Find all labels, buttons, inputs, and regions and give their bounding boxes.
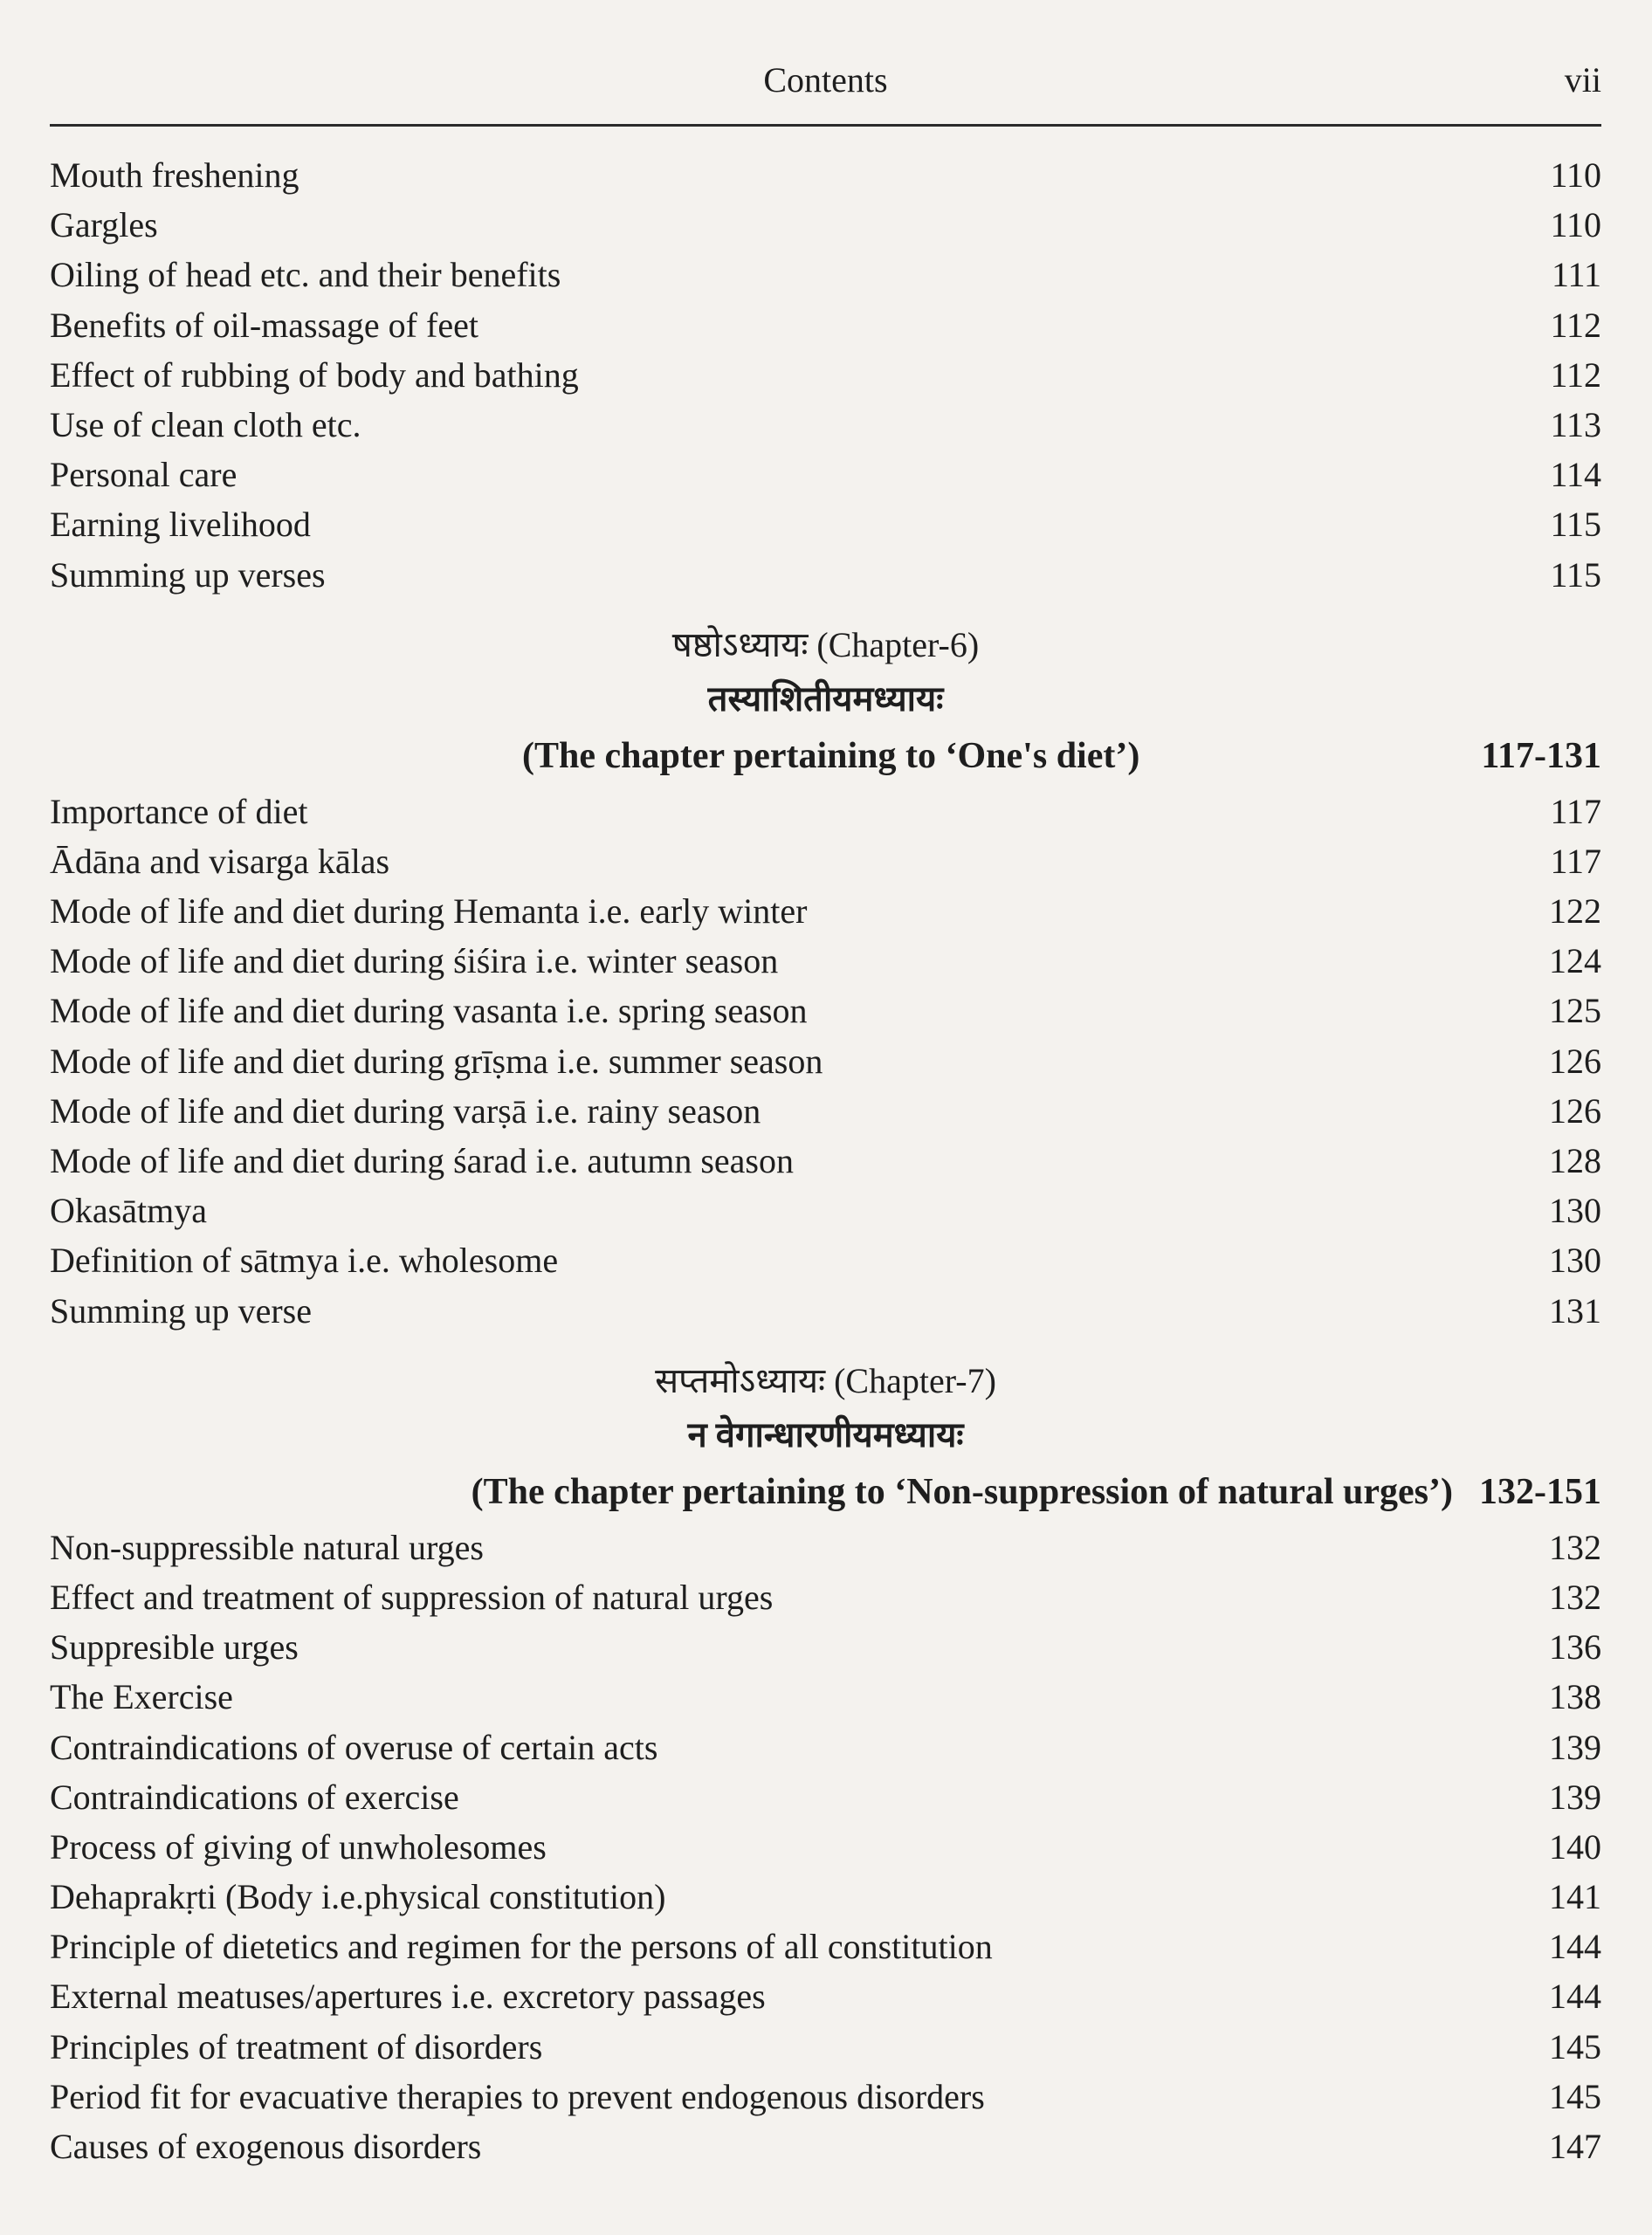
- toc-entry-page: 141: [1549, 1877, 1601, 1917]
- toc-entry: [50, 1971, 1601, 2021]
- chapter-6-heading: [50, 619, 1601, 785]
- toc-entry-title: Dehaprakṛti (Body i.e.physical constitution): [50, 1877, 666, 1917]
- toc-entry-page: 130: [1549, 1241, 1601, 1281]
- toc-entry: [50, 1572, 1601, 1622]
- toc-entry-page: 117: [1550, 841, 1601, 881]
- chapter-6-topic-line: [50, 727, 1601, 785]
- toc-entry: [50, 499, 1601, 549]
- toc-entry-title: Definition of sātmya i.e. wholesome: [50, 1241, 559, 1281]
- toc-entry-page: 144: [1549, 1927, 1601, 1967]
- chapter-7-sanskrit-title: न वेगान्धारणीयमध्यायः: [687, 1414, 964, 1454]
- toc-entry-page: 112: [1550, 354, 1601, 395]
- toc-entry-title: Contraindications of overuse of certain acts: [50, 1727, 658, 1767]
- toc-entry-title: Gargles: [50, 205, 158, 245]
- toc-entry-title: Okasātmya: [50, 1191, 207, 1231]
- toc-entry-title: Mode of life and diet during śiśira i.e. winter season: [50, 941, 779, 981]
- toc-entry: [50, 2022, 1601, 2072]
- toc-entry-page: 139: [1549, 1727, 1601, 1767]
- toc-entry-page: 128: [1549, 1141, 1601, 1180]
- toc-entry: [50, 1772, 1601, 1822]
- toc-entry-page: 115: [1550, 554, 1601, 595]
- toc-entry-page: 126: [1549, 1090, 1601, 1131]
- toc-entry-title: Use of clean cloth etc.: [50, 404, 361, 444]
- toc-entry-page: 115: [1550, 505, 1601, 545]
- toc-entry: [50, 150, 1601, 200]
- toc-entry: [50, 1872, 1601, 1922]
- toc-entry-page: 124: [1549, 941, 1601, 981]
- toc-entry-title: Period fit for evacuative therapies to prevent endogenous disorders: [50, 2076, 985, 2116]
- toc-entry-title: Mode of life and diet during śarad i.e. autumn season: [50, 1141, 794, 1180]
- toc-entry: [50, 886, 1601, 936]
- toc-entry: [50, 1235, 1601, 1285]
- toc-entry: [50, 936, 1601, 986]
- toc-entry-page: 144: [1549, 1977, 1601, 2017]
- toc-entry-title: Mode of life and diet during grīṣma i.e. summer season: [50, 1041, 823, 1081]
- chapter-6-range: 117-131: [1481, 735, 1601, 776]
- toc-entry-title: Causes of exogenous disorders: [50, 2127, 482, 2166]
- toc-entry: [50, 1523, 1601, 1572]
- toc-entry: [50, 2122, 1601, 2171]
- toc-entry-page: 138: [1549, 1677, 1601, 1717]
- header-page-number: vii: [1564, 60, 1601, 100]
- toc-entry-title: Earning livelihood: [50, 505, 311, 545]
- toc-entry: [50, 1723, 1601, 1772]
- toc-entry-title: Mode of life and diet during vasanta i.e. spring season: [50, 991, 808, 1031]
- chapter-6-sanskrit-title: तस्याशितीयमध्यायः: [707, 678, 944, 719]
- toc-entry: [50, 787, 1601, 836]
- toc-entry: [50, 200, 1601, 250]
- chapter-7-topic-line: [50, 1463, 1601, 1521]
- toc-entry-page: 140: [1549, 1826, 1601, 1867]
- chapter-7-number: सप्तमोऽध्यायः (Chapter-7): [655, 1360, 996, 1400]
- toc-entry-page: 130: [1549, 1191, 1601, 1231]
- toc-entry: [50, 1922, 1601, 1971]
- toc-entry-title: Mode of life and diet during Hemanta i.e. early winter: [50, 891, 808, 932]
- toc-entry-page: 110: [1550, 155, 1601, 195]
- header-title: Contents: [763, 60, 888, 100]
- toc-entry-title: Process of giving of unwholesomes: [50, 1826, 547, 1867]
- toc-entry-title: Suppresible urges: [50, 1627, 299, 1668]
- toc-entry: [50, 836, 1601, 886]
- toc-entry: [50, 1186, 1601, 1235]
- toc-entry-page: 131: [1549, 1290, 1601, 1331]
- toc-entry-title: Mode of life and diet during varṣā i.e. rainy season: [50, 1090, 761, 1131]
- toc-entry: [50, 1286, 1601, 1336]
- toc-entry-title: External meatuses/apertures i.e. excretory passages: [50, 1977, 766, 2017]
- toc-entry-page: 132: [1549, 1577, 1601, 1617]
- toc-top-section: [50, 150, 1601, 600]
- toc-entry-title: Contraindications of exercise: [50, 1777, 459, 1817]
- toc-entry-title: Personal care: [50, 455, 237, 495]
- toc-entry: [50, 400, 1601, 450]
- toc-entry: [50, 1672, 1601, 1722]
- toc-entry: [50, 350, 1601, 400]
- chapter-6-entries: [50, 787, 1601, 1336]
- chapter-6-topic: (The chapter pertaining to ‘One's diet’): [521, 735, 1140, 776]
- toc-entry-title: Summing up verses: [50, 554, 326, 595]
- toc-entry: [50, 300, 1601, 350]
- toc: [50, 150, 1601, 2171]
- toc-entry: [50, 2072, 1601, 2122]
- toc-entry-page: 125: [1549, 991, 1601, 1031]
- toc-entry-title: Benefits of oil-massage of feet: [50, 305, 478, 345]
- toc-entry: [50, 1036, 1601, 1086]
- toc-entry-page: 117: [1550, 791, 1601, 831]
- toc-entry-title: Ādāna and visarga kālas: [50, 841, 390, 881]
- chapter-7-topic: (The chapter pertaining to ‘Non-suppression of natural urges’): [471, 1471, 1453, 1512]
- toc-entry: [50, 250, 1601, 299]
- toc-entry-page: 145: [1549, 2026, 1601, 2067]
- toc-entry-page: 126: [1549, 1041, 1601, 1081]
- header-rule: [50, 124, 1601, 127]
- toc-entry-page: 111: [1551, 255, 1601, 295]
- toc-entry-page: 139: [1549, 1777, 1601, 1817]
- toc-entry-title: Effect of rubbing of body and bathing: [50, 354, 579, 395]
- toc-entry: [50, 550, 1601, 600]
- chapter-7-entries: [50, 1523, 1601, 2171]
- toc-entry-page: 113: [1550, 404, 1601, 444]
- toc-entry-title: Importance of diet: [50, 791, 308, 831]
- toc-entry-page: 112: [1550, 305, 1601, 345]
- toc-entry-page: 110: [1550, 205, 1601, 245]
- toc-entry-title: Effect and treatment of suppression of natural urges: [50, 1577, 774, 1617]
- toc-entry-title: Principles of treatment of disorders: [50, 2026, 543, 2067]
- toc-entry-page: 132: [1549, 1527, 1601, 1567]
- toc-entry: [50, 450, 1601, 499]
- toc-entry-title: Summing up verse: [50, 1290, 312, 1331]
- toc-entry-title: Non-suppressible natural urges: [50, 1527, 484, 1567]
- toc-entry: [50, 1822, 1601, 1872]
- toc-entry-title: Oiling of head etc. and their benefits: [50, 255, 561, 295]
- toc-entry-title: Principle of dietetics and regimen for the persons of all constitution: [50, 1927, 993, 1967]
- toc-entry-page: 145: [1549, 2076, 1601, 2116]
- toc-entry: [50, 1086, 1601, 1136]
- toc-entry: [50, 1136, 1601, 1186]
- toc-entry-page: 122: [1549, 891, 1601, 932]
- toc-entry-title: Mouth freshening: [50, 155, 299, 195]
- toc-entry: [50, 1622, 1601, 1672]
- contents-page: [50, 0, 1601, 2235]
- toc-entry-page: 114: [1550, 455, 1601, 495]
- toc-entry: [50, 986, 1601, 1035]
- toc-entry-page: 147: [1549, 2127, 1601, 2166]
- chapter-6-number: षष्ठोऽध्यायः (Chapter-6): [671, 624, 980, 664]
- chapter-7-range: 132-151: [1479, 1471, 1601, 1512]
- chapter-7-heading: [50, 1355, 1601, 1521]
- toc-entry-title: The Exercise: [50, 1677, 233, 1717]
- toc-entry-page: 136: [1549, 1627, 1601, 1668]
- page-header: [50, 54, 1601, 107]
